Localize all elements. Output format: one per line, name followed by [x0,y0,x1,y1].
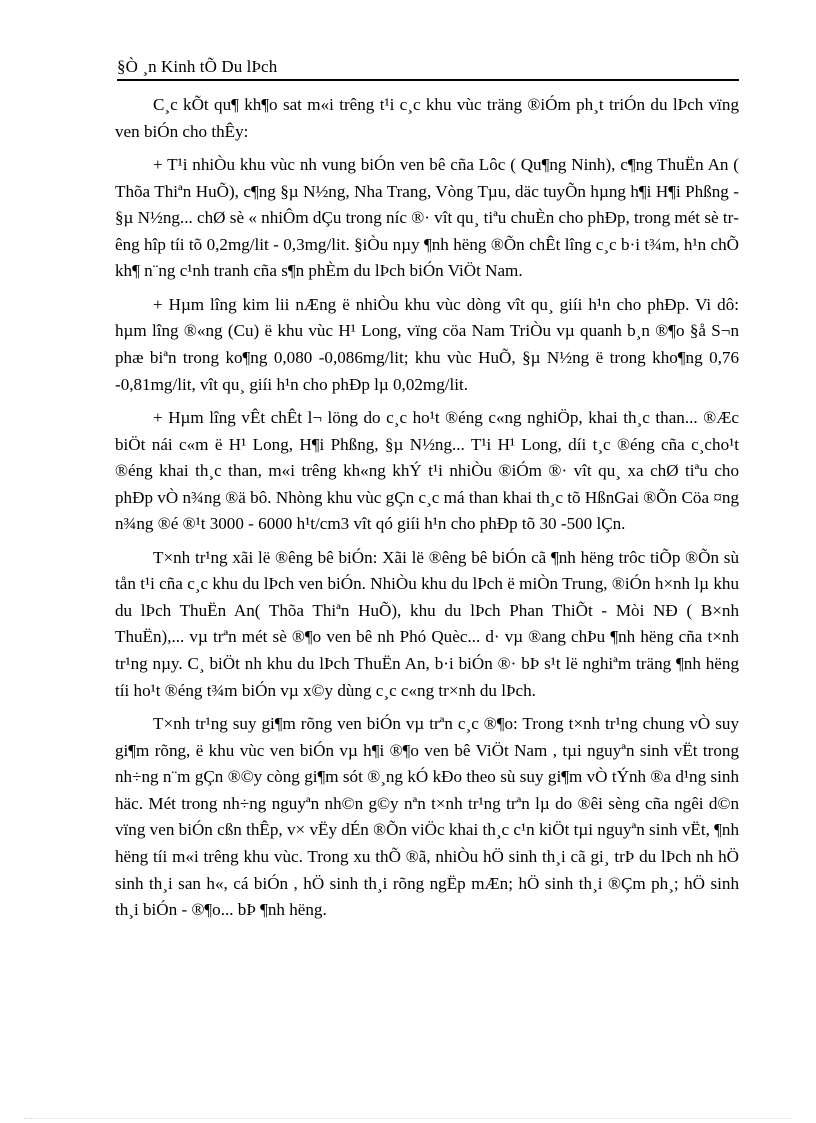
paragraph: + Hµm lîng kim lii nÆng ë nhiÒu khu vùc dòng vît qu¸ giíi h¹n cho phÐp. Vi dô: hµm lîng ®«ng (Cu) ë khu vùc H¹ Long, vïng cöa Nam TriÒu vµ quanh b¸n ®¶o §å S¬n phæ biªn trong ko¶ng 0,080 -0,086mg/lit; khu vùc HuÕ, §µ N½ng ë trong kho¶ng 0,76 -0,81mg/lit, vît qu¸ giíi h¹n cho phÐp lµ 0,02mg/lit. [115,294,739,394]
page-bottom-divider [24,1118,792,1119]
paragraph: T×nh tr¹ng suy gi¶m rõng ven biÓn vµ trªn c¸c ®¶o: Trong t×nh tr¹ng chung vÒ suy gi¶m rõng, ë khu vùc ven biÓn vµ h¶i ®¶o ven bê ViÖt Nam , tµi nguyªn sinh vËt trong nh÷ng n¨m gÇn ®©y còng gi¶m sót ®¸ng kÓ kÐo theo sù suy gi¶m vÒ tÝnh ®a d¹ng sinh häc. Mét trong nh÷ng nguyªn nh©n g©y nªn t×nh tr¹ng trªn lµ do ®êi sèng cña ngêi d©n vïng ven biÓn cßn thÊp, v× vËy dÉn ®Õn viÖc khai th¸c c¹n kiÖt tµi nguyªn sinh vËt, ¶nh hëng tíi m«i trêng khu vùc. Trong xu thÕ ®ã, nhiÒu hÖ sinh th¸i cã gi¸ trÞ du lÞch nh hÖ sinh th¸i san h«, cá biÓn , hÖ sinh th¸i rõng ngËp mÆn; hÖ sinh th¸i ®Çm ph¸; hÖ sinh th¸i biÓn - ®¶o... bÞ ¶nh hëng. [115,714,739,920]
body-text [115,92,739,931]
paragraph: + Hµm lîng vÊt chÊt l¬ löng do c¸c ho¹t ®éng c«ng nghiÖp, khai th¸c than... ®Æc biÖt nái c«m ë H¹ Long, H¶i Phßng, §µ N½ng... T¹i H¹ Long, díi t¸c ®éng cña c¸cho¹t ®éng khai th¸c than, m«i trêng kh«ng khÝ t¹i nhiÒu ®iÓm ®· vît qu¸ xa chØ tiªu cho phÐp vÒ n¾ng ®ä bô. Nhòng khu vùc gÇn c¸c má than khai th¸c tõ HßnGai ®Õn Cöa ¤ng n¾ng ®é ®¹t 3000 - 6000 h¹t/cm3 vît qó giíi h¹n cho phÐp tõ 30 -500 lÇn. [115,407,739,534]
header-title: §Ò ¸n Kinh tÕ Du lÞch [117,57,278,76]
paragraph: C¸c kÕt qu¶ kh¶o sat m«i trêng t¹i c¸c khu vùc träng ®iÓm ph¸t triÓn du lÞch vïng ven biÓn cho thÊy: [115,95,739,141]
page-header [117,56,739,81]
paragraph: T×nh tr¹ng xãi lë ®êng bê biÓn: Xãi lë ®êng bê biÓn cã ¶nh hëng trôc tiÕp ®Õn sù tån t¹i cña c¸c khu du lÞch ven biÓn. NhiÒu khu du lÞch ë miÒn Trung, ®iÓn h×nh lµ khu du lÞch ThuËn An( Thõa Thiªn HuÕ), khu du lÞch Phan ThiÕt - Mòi NÐ ( B×nh ThuËn),... vµ trªn mét sè ®¶o ven bê nh Phó Quèc... d· vµ ®ang chÞu ¶nh hëng cña t×nh tr¹ng nµy. C¸ biÖt nh khu du lÞch ThuËn An, b·i biÓn ®· bÞ s¹t lë nghiªm träng ¶nh hëng tíi ho¹t ®éng t¾m biÓn vµ x©y dùng c¸c c«ng tr×nh du lÞch. [115,547,739,700]
paragraph: + T¹i nhiÒu khu vùc nh vung biÓn ven bê cña Lôc ( Qu¶ng Ninh), c¶ng ThuËn An ( Thõa Thiªn HuÕ), c¶ng §µ N½ng, Nha Trang, Vòng Tµu, däc tuyÕn hµng h¶i H¶i Phßng - §µ N½ng... chØ sè « nhiÔm dÇu trong níc ®· vît qu¸ tiªu chuÈn cho phÐp, trong mét sè trêng hîp tíi tõ 0,2mg/lit - 0,3mg/lit. §iÒu nµy ¶nh hëng ®Õn chÊt lîng c¸c b·i t¾m, h¹n chÕ kh¶ n¨ng c¹nh tranh cña s¶n phÈm du lÞch biÓn ViÖt Nam. [115,154,739,281]
